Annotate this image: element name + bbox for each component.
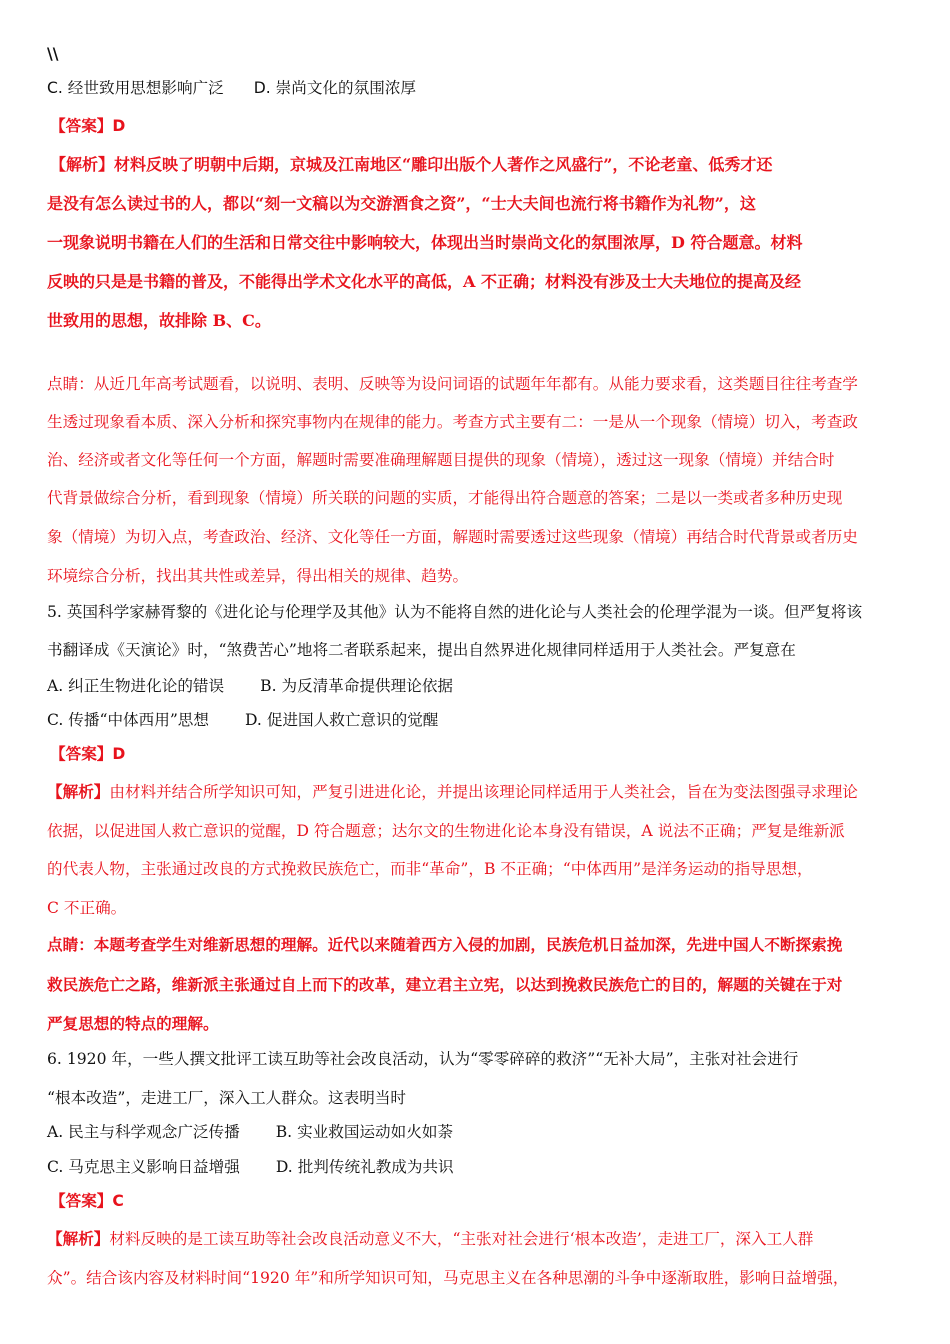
q5-options-cd bbox=[47, 710, 438, 730]
q4-options-cd bbox=[47, 78, 416, 98]
q5-tip-line-2: 救民族危亡之路，维新派主张通过自上而下的改革，建立君主立宪，以达到挽救民族危亡的目的，解题的关键在于对 bbox=[47, 975, 843, 994]
q5-option-d: D. 促进国人救亡意识的觉醒 bbox=[244, 711, 439, 729]
q6-option-d: D. 批判传统礼教成为共识 bbox=[275, 1158, 454, 1176]
q5-option-a: A. 纠正生物进化论的错误 bbox=[47, 677, 225, 695]
q4-analysis-line-2: 是没有怎么读过书的人，都以“刻一文稿以为交游酒食之资”，“士大夫间也流行将书籍作为礼物”，这 bbox=[47, 194, 756, 213]
q5-answer-value: D bbox=[112, 745, 126, 763]
q6-analysis-tag: 【解析】 bbox=[47, 1229, 110, 1248]
q5-stem-line-2: 书翻译成《天演论》时，“煞费苦心”地将二者联系起来，提出自然界进化规律同样适用于人类社会。严复意在 bbox=[47, 641, 796, 659]
q5-answer bbox=[50, 744, 125, 764]
q6-options-cd bbox=[47, 1157, 454, 1177]
q4-option-d: D. 崇尚文化的氛围浓厚 bbox=[253, 79, 417, 97]
q5-analysis-tag: 【解析】 bbox=[47, 782, 110, 801]
q4-answer bbox=[50, 116, 125, 136]
header-mark: \\ bbox=[47, 45, 59, 63]
q5-option-b: B. 为反清革命提供理论依据 bbox=[260, 677, 454, 695]
q4-analysis-line-4: 反映的只是是书籍的普及，不能得出学术文化水平的高低，A 不正确；材料没有涉及士大夫地位的提高及经 bbox=[47, 272, 801, 291]
q5-option-c: C. 传播“中体西用”思想 bbox=[47, 711, 209, 729]
q4-tip-line-1: 点睛：从近几年高考试题看，以说明、表明、反映等为设问词语的试题年年都有。从能力要求看，这类题目往往考查学 bbox=[47, 375, 858, 393]
q4-tip-line-2: 生透过现象看本质、深入分析和探究事物内在规律的能力。考查方式主要有二：一是从一个现象（情境）切入，考查政 bbox=[47, 413, 858, 431]
q4-analysis-line-1: 【解析】材料反映了明朝中后期，京城及江南地区“雕印出版个人著作之风盛行”，不论老童、低秀才还 bbox=[50, 155, 773, 174]
q5-answer-tag: 【答案】 bbox=[50, 744, 113, 763]
q4-tip-line-6: 环境综合分析，找出其共性或差异，得出相关的规律、趋势。 bbox=[47, 567, 469, 585]
q5-analysis-line-2: 依据，以促进国人救亡意识的觉醒，D 符合题意；达尔文的生物进化论本身没有错误，A 说法不正确；严复是维新派 bbox=[47, 822, 845, 840]
q6-option-a: A. 民主与科学观念广泛传播 bbox=[47, 1123, 240, 1141]
q6-stem-line-1: 6. 1920 年，一些人撰文批评工读互助等社会改良活动，认为“零零碎碎的救济”“无补大局”，主张对社会进行 bbox=[47, 1050, 799, 1068]
q4-answer-value: D bbox=[112, 117, 126, 135]
q5-analysis-line-3: 的代表人物，主张通过改良的方式挽救民族危亡，而非“革命”，B 不正确；“中体西用”是洋务运动的指导思想， bbox=[47, 860, 813, 878]
q6-option-b: B. 实业救国运动如火如荼 bbox=[275, 1123, 454, 1141]
q4-analysis-line-3: 一现象说明书籍在人们的生活和日常交往中影响较大，体现出当时崇尚文化的氛围浓厚，D 符合题意。材料 bbox=[47, 233, 803, 252]
q6-stem-line-2: “根本改造”，走进工厂，深入工人群众。这表明当时 bbox=[47, 1089, 407, 1107]
q5-analysis-line-4: C 不正确。 bbox=[47, 899, 127, 917]
q5-tip-line-1: 点睛：本题考查学生对维新思想的理解。近代以来随着西方入侵的加剧，民族危机日益加深，先进中国人不断探索挽 bbox=[47, 935, 843, 954]
q4-answer-tag: 【答案】 bbox=[50, 116, 113, 135]
q6-answer-value: C bbox=[112, 1192, 124, 1210]
q6-option-c: C. 马克思主义影响日益增强 bbox=[47, 1158, 240, 1176]
q5-tip-line-3: 严复思想的特点的理解。 bbox=[47, 1014, 219, 1033]
q6-analysis-line-2: 众”。结合该内容及材料时间“1920 年”和所学知识可知，马克思主义在各种思潮的斗争中逐渐取胜，影响日益增强， bbox=[47, 1269, 849, 1287]
q4-option-c: C. 经世致用思想影响广泛 bbox=[47, 79, 224, 97]
q5-stem-line-1: 5. 英国科学家赫胥黎的《进化论与伦理学及其他》认为不能将自然的进化论与人类社会的伦理学混为一谈。但严复将该 bbox=[47, 603, 863, 621]
q6-answer-tag: 【答案】 bbox=[50, 1191, 113, 1210]
q4-tip-line-3: 治、经济或者文化等任何一个方面，解题时需要准确理解题目提供的现象（情境），透过这一现象（情境）并结合时 bbox=[47, 451, 835, 469]
q6-answer bbox=[50, 1191, 124, 1211]
q4-tip-line-4: 代背景做综合分析，看到现象（情境）所关联的问题的实质，才能得出符合题意的答案；二是以一类或者多种历史现 bbox=[47, 489, 843, 507]
q5-analysis-line-1: 【解析】由材料并结合所学知识可知，严复引进进化论，并提出该理论同样适用于人类社会，旨在为变法图强寻求理论 bbox=[47, 782, 858, 801]
q4-analysis-line-5: 世致用的思想，故排除 B、C。 bbox=[47, 311, 271, 330]
q5-options-ab bbox=[47, 676, 453, 696]
q4-analysis-tag: 【解析】 bbox=[50, 155, 115, 174]
q4-tip-line-5: 象（情境）为切入点，考查政治、经济、文化等任一方面，解题时需要透过这些现象（情境）再结合时代背景或者历史 bbox=[47, 528, 858, 546]
q6-analysis-line-1: 【解析】材料反映的是工读互助等社会改良活动意义不大，“主张对社会进行‘根本改造’，走进工厂，深入工人群 bbox=[47, 1229, 814, 1248]
q6-options-ab bbox=[47, 1122, 453, 1142]
